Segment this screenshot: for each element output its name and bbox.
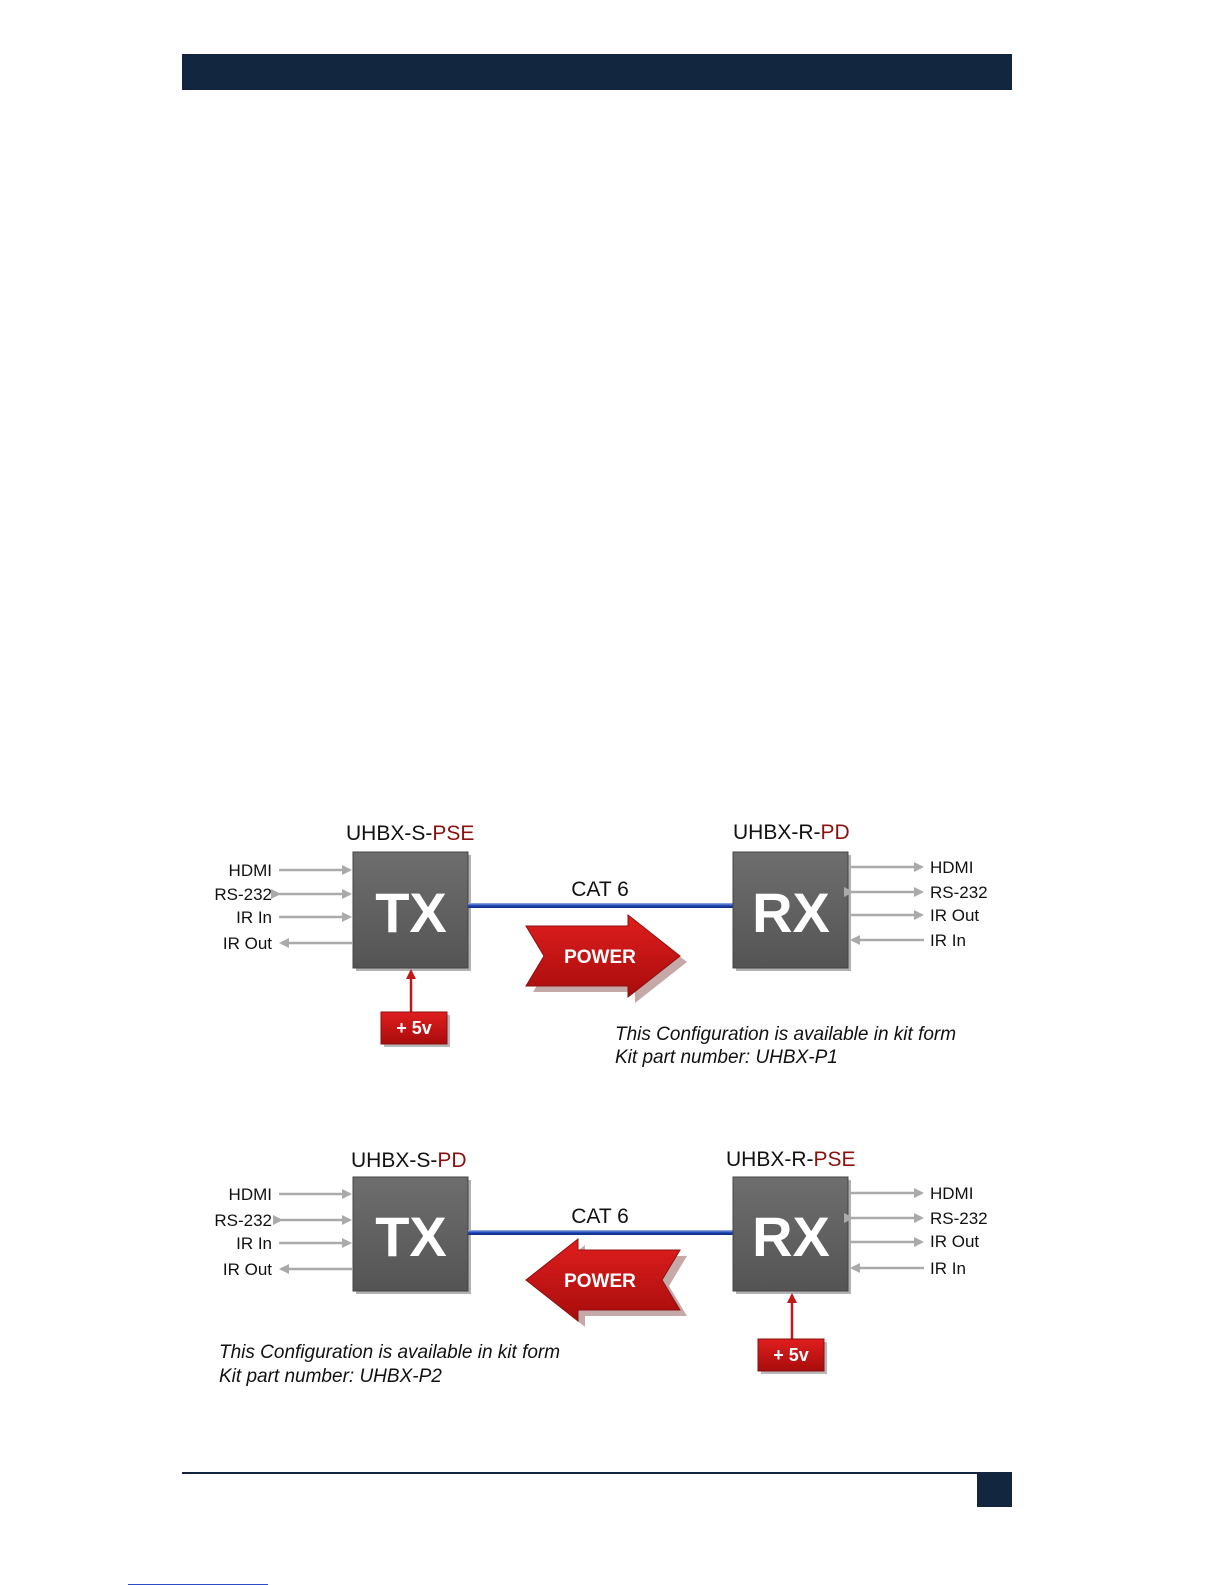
right-io-ir-out: IR Out <box>930 906 980 925</box>
right-io-ir-in: IR In <box>930 1259 966 1278</box>
left-io-ir-out: IR Out <box>222 934 272 953</box>
tx-model-label: UHBX-S-PD <box>351 1149 467 1172</box>
right-io-hdmi: HDMI <box>930 858 974 877</box>
right-io-rs232: RS-232 <box>930 883 988 902</box>
tx-box-label: TX <box>375 1205 447 1268</box>
rx-model-label: UHBX-R-PD <box>733 821 850 844</box>
cable-label: CAT 6 <box>571 878 629 901</box>
kit-note-line1: This Configuration is available in kit form <box>615 1024 957 1045</box>
footer-rule <box>182 1472 1012 1474</box>
left-io-ir-out: IR Out <box>222 1260 272 1279</box>
voltage-label: + 5v <box>773 1345 809 1365</box>
cat6-cable <box>468 903 734 908</box>
diagram-2 <box>214 1148 987 1387</box>
kit-note-line1: This Configuration is available in kit form <box>219 1342 561 1363</box>
diagram-1 <box>214 821 987 1068</box>
power-label: POWER <box>564 1271 636 1292</box>
tx-box-label: TX <box>375 881 447 944</box>
right-io-ir-in: IR In <box>930 931 966 950</box>
rx-model-label: UHBX-R-PSE <box>726 1148 856 1171</box>
kit-note-line2: Kit part number: UHBX-P2 <box>219 1366 442 1387</box>
cable-label: CAT 6 <box>571 1205 629 1228</box>
left-io-rs232: RS-232 <box>214 885 272 904</box>
cat6-cable <box>468 1230 734 1235</box>
page-number-box <box>977 1473 1012 1507</box>
rx-box-label: RX <box>752 1205 830 1268</box>
right-io-hdmi: HDMI <box>930 1184 974 1203</box>
right-io-ir-out: IR Out <box>930 1232 980 1251</box>
left-io-hdmi: HDMI <box>228 1185 272 1204</box>
left-io-ir-in: IR In <box>236 908 272 927</box>
power-label: POWER <box>564 947 636 968</box>
left-io-hdmi: HDMI <box>228 861 272 880</box>
left-io-ir-in: IR In <box>236 1234 272 1253</box>
tx-model-label: UHBX-S-PSE <box>346 822 475 845</box>
rx-box-label: RX <box>752 881 830 944</box>
left-io-rs232: RS-232 <box>214 1211 272 1230</box>
right-io-rs232: RS-232 <box>930 1209 988 1228</box>
voltage-label: + 5v <box>396 1018 432 1038</box>
kit-note-line2: Kit part number: UHBX-P1 <box>615 1047 838 1068</box>
